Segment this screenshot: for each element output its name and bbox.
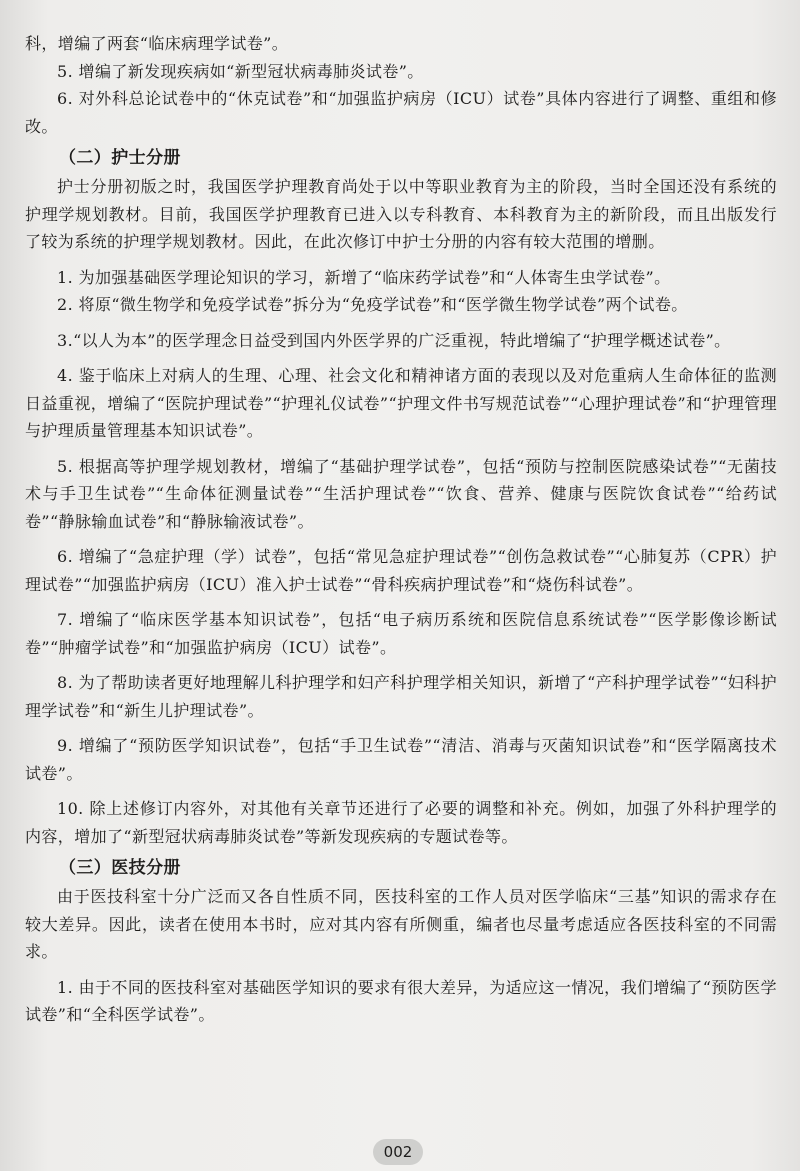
list-item: 7. 增编了“临床医学基本知识试卷”，包括“电子病历系统和医院信息系统试卷”“医学影像诊断试卷”“肿瘤学试卷”和“加强监护病房（ICU）试卷”。 [25, 610, 777, 657]
list-item: 5. 根据高等护理学规划教材，增编了“基础护理学试卷”，包括“预防与控制医院感染试卷”“无菌技术与手卫生试卷”“生命体征测量试卷”“生活护理试卷”“饮食、营养、健康与医院饮食试卷”“给药试卷”“静脉输血试卷”和“静脉输液试卷”。 [25, 456, 777, 531]
section-intro-medtech: 由于医技科室十分广泛而又各自性质不同，医技科室的工作人员对医学临床“三基”知识的需求存在较大差异。因此，读者在使用本书时，应对其内容有所侧重，编者也尽量考虑适应各医技科室的不同需求。 [25, 887, 777, 961]
list-item: 10. 除上述修订内容外，对其他有关章节还进行了必要的调整和补充。例如，加强了外科护理学的内容，增加了“新型冠状病毒肺炎试卷”等新发现疾病的专题试卷等。 [25, 799, 777, 846]
list-item: 6. 增编了“急症护理（学）试卷”，包括“常见急症护理试卷”“创伤急救试卷”“心肺复苏（CPR）护理试卷”“加强监护病房（ICU）准入护士试卷”“骨科疾病护理试卷”和“烧伤科试卷”。 [25, 547, 777, 594]
list-item: 3.“以人为本”的医学理念日益受到国内外医学界的广泛重视，特此增编了“护理学概述试卷”。 [57, 330, 731, 350]
list-item: 9. 增编了“预防医学知识试卷”，包括“手卫生试卷”“清洁、消毒与灭菌知识试卷”和“医学隔离技术试卷”。 [25, 736, 777, 783]
list-item: 6. 对外科总论试卷中的“休克试卷”和“加强监护病房（ICU）试卷”具体内容进行了调整、重组和修改。 [25, 89, 777, 136]
page-number: 002 [373, 1139, 423, 1165]
list-item: 5. 增编了新发现疾病如“新型冠状病毒肺炎试卷”。 [57, 61, 424, 81]
page-text [25, 30, 777, 1029]
list-item: 4. 鉴于临床上对病人的生理、心理、社会文化和精神诸方面的表现以及对危重病人生命体征的监测日益重视，增编了“医院护理试卷”“护理礼仪试卷”“护理文件书写规范试卷”“心理护理试卷”和“护理管理与护理质量管理基本知识试卷”。 [25, 366, 777, 440]
section-heading-nurse: （二）护士分册 [59, 148, 181, 168]
continuation-paragraph: 科，增编了两套“临床病理学试卷”。 [25, 34, 289, 53]
section-intro-nurse: 护士分册初版之时，我国医学护理教育尚处于以中等职业教育为主的阶段，当时全国还没有系统的护理学规划教材。目前，我国医学护理教育已进入以专科教育、本科教育为主的新阶段，而且出版发行了较为系统的护理学规划教材。因此，在此次修订中护士分册的内容有较大范围的增删。 [25, 177, 777, 251]
list-item: 1. 由于不同的医技科室对基础医学知识的要求有很大差异，为适应这一情况，我们增编了“预防医学试卷”和“全科医学试卷”。 [25, 977, 777, 1024]
list-item: 1. 为加强基础医学理论知识的学习，新增了“临床药学试卷”和“人体寄生虫学试卷”。 [57, 267, 671, 287]
list-item: 8. 为了帮助读者更好地理解儿科护理学和妇产科护理学相关知识，新增了“产科护理学试卷”“妇科护理学试卷”和“新生儿护理试卷”。 [25, 673, 777, 720]
section-heading-medtech: （三）医技分册 [59, 858, 181, 878]
list-item: 2. 将原“微生物学和免疫学试卷”拆分为“免疫学试卷”和“医学微生物学试卷”两个试卷。 [57, 295, 688, 314]
